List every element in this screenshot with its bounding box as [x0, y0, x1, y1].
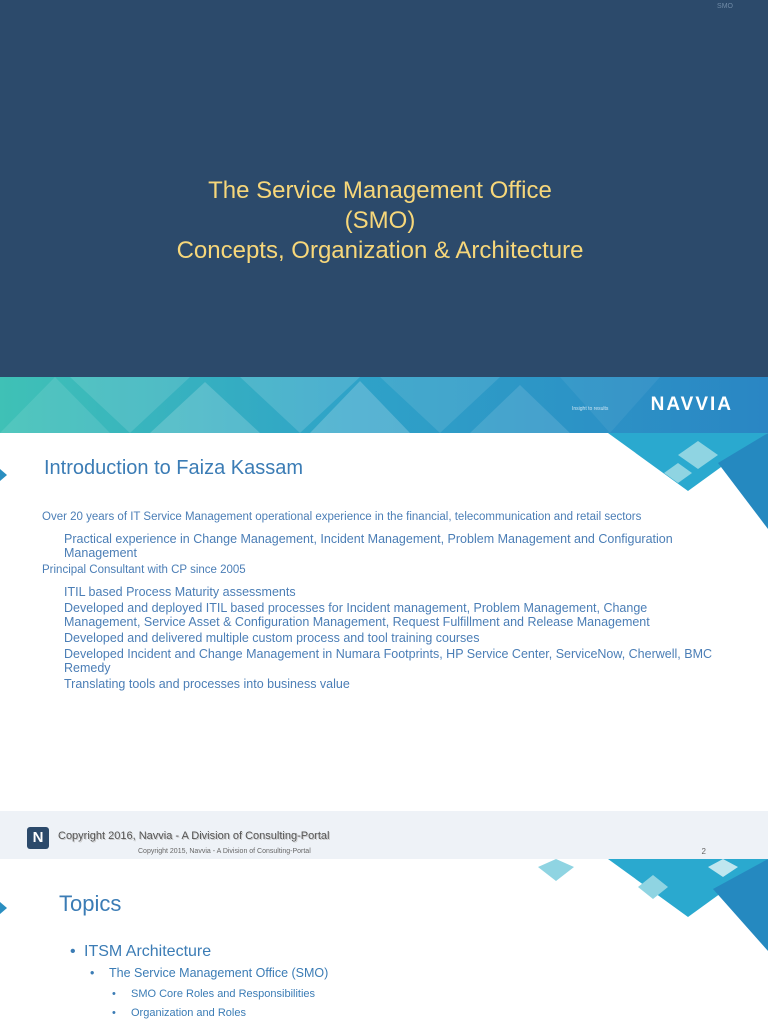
- chevron-right-icon: [0, 902, 7, 914]
- copyright-text: Copyright 2016, Navvia - A Division of Consulting-Portal: [58, 830, 330, 842]
- topics-slide: [0, 859, 768, 1024]
- bullet: •: [112, 1007, 116, 1019]
- list-item-label: Organization and Roles: [131, 1007, 246, 1019]
- title-line: The Service Management Office: [208, 177, 552, 204]
- list-item: Principal Consultant with CP since 2005: [42, 564, 246, 576]
- slide-footer: [0, 811, 768, 859]
- list-item: Practical experience in Change Management, Incident Management, Problem Management and Configuration Management: [64, 532, 673, 560]
- list-item: Over 20 years of IT Service Management operational experience in the financial, telecommunication and retail sectors: [42, 511, 642, 523]
- bullet: •: [70, 943, 76, 960]
- bullet-list: [42, 511, 722, 693]
- tagline: Insight to results: [572, 406, 609, 412]
- slide-heading: Introduction to Faiza Kassam: [44, 457, 304, 479]
- slide-heading: Topics: [59, 891, 122, 916]
- slide-title: [0, 176, 760, 266]
- list-item: Translating tools and processes into business value: [64, 677, 350, 691]
- bullet: •: [90, 966, 95, 980]
- list-item: Developed and delivered multiple custom process and tool training courses: [64, 631, 480, 645]
- chevron-right-icon: [0, 469, 7, 481]
- navvia-n-logo: N: [27, 827, 49, 849]
- list-item: ITIL based Process Maturity assessments: [64, 585, 296, 599]
- list-item: [112, 988, 315, 1000]
- list-item: [90, 966, 328, 980]
- title-slide: [0, 0, 768, 433]
- list-item: [112, 1007, 246, 1019]
- title-line: (SMO): [344, 207, 416, 234]
- corner-tag: SMO: [717, 3, 733, 10]
- intro-slide: [0, 433, 768, 859]
- list-item: Developed Incident and Change Management in Numara Footprints, HP Service Center, ServiceNow, Cherwell, BMC Remedy: [64, 647, 713, 675]
- decorative-triangles: [538, 859, 768, 954]
- bullet: •: [112, 988, 116, 1000]
- list-item-label: ITSM Architecture: [84, 943, 212, 960]
- list-item: [70, 943, 211, 961]
- page-number: 2: [701, 847, 706, 856]
- navvia-logo: NAVVIA: [650, 394, 733, 415]
- copyright-small-text: Copyright 2015, Navvia - A Division of Consulting-Portal: [138, 848, 311, 855]
- list-item-label: The Service Management Office (SMO): [109, 966, 329, 980]
- title-line: Concepts, Organization & Architecture: [176, 237, 584, 264]
- list-item-label: SMO Core Roles and Responsibilities: [131, 988, 316, 1000]
- list-item: Developed and deployed ITIL based processes for Incident management, Problem Management, Change Management, Service Asset & Configuration Management, Request Fulfillment and Release Management: [64, 601, 650, 629]
